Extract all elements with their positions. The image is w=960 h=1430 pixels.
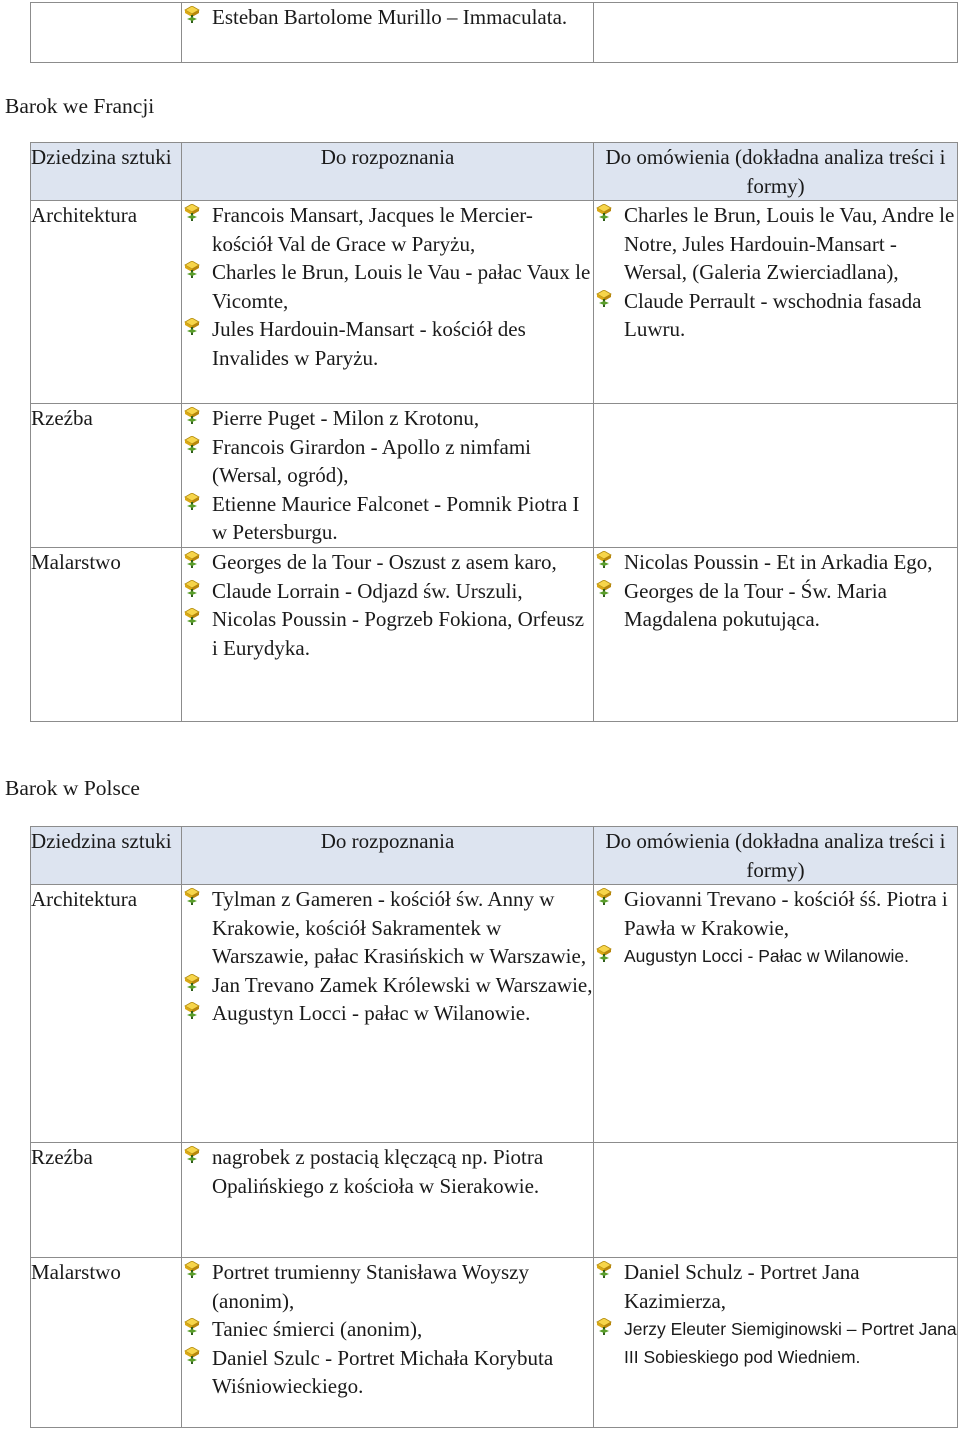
list-item: Etienne Maurice Falconet - Pomnik Piotra I w Petersburgu. xyxy=(182,490,593,547)
poland-table xyxy=(30,826,958,1428)
list-item: Pierre Puget - Milon z Krotonu, xyxy=(182,404,593,433)
field-cell: Rzeźba xyxy=(31,1143,182,1258)
list-item: Nicolas Poussin - Et in Arkadia Ego, xyxy=(594,548,957,577)
list-item: Daniel Schulz - Portret Jana Kazimierza, xyxy=(594,1258,957,1315)
pushpin-bullet-icon xyxy=(596,945,612,962)
list-item: Charles le Brun, Louis le Vau, Andre le Notre, Jules Hardouin-Mansart - Wersal, (Galeria Zwierciadlana), xyxy=(594,201,957,287)
header-row xyxy=(31,827,958,885)
list-item: Jerzy Eleuter Siemiginowski – Portret Jana III Sobieskiego pod Wiedniem. xyxy=(594,1315,957,1371)
discuss-cell xyxy=(594,1258,958,1428)
pushpin-bullet-icon xyxy=(184,974,200,991)
pushpin-bullet-icon xyxy=(596,290,612,307)
column-header-field: Dziedzina sztuki xyxy=(31,143,182,201)
list-item: Jules Hardouin-Mansart - kościół des Invalides w Paryżu. xyxy=(182,315,593,372)
pushpin-bullet-icon xyxy=(596,551,612,568)
recognize-cell xyxy=(182,201,594,404)
pushpin-bullet-icon xyxy=(184,580,200,597)
table-row xyxy=(31,201,958,404)
field-cell: Malarstwo xyxy=(31,1258,182,1428)
list-item: Giovanni Trevano - kościół śś. Piotra i Pawła w Krakowie, xyxy=(594,885,957,942)
list-item: Augustyn Locci - pałac w Wilanowie. xyxy=(182,999,593,1028)
pushpin-bullet-icon xyxy=(184,608,200,625)
discuss-cell xyxy=(594,3,958,63)
recognize-cell xyxy=(182,548,594,722)
pushpin-bullet-icon xyxy=(596,888,612,905)
pushpin-bullet-icon xyxy=(596,1318,612,1335)
pushpin-bullet-icon xyxy=(184,1318,200,1335)
table-row xyxy=(31,3,958,63)
pushpin-bullet-icon xyxy=(184,1146,200,1163)
field-cell: Rzeźba xyxy=(31,404,182,548)
pushpin-bullet-icon xyxy=(596,204,612,221)
list-item: Augustyn Locci - Pałac w Wilanowie. xyxy=(594,942,957,970)
column-header-field: Dziedzina sztuki xyxy=(31,827,182,885)
discuss-cell xyxy=(594,1143,958,1258)
pushpin-bullet-icon xyxy=(596,1261,612,1278)
field-cell: Architektura xyxy=(31,201,182,404)
recognize-cell xyxy=(182,1258,594,1428)
section-title-poland: Barok w Polsce xyxy=(5,776,140,800)
column-header-discuss: Do omówienia (dokładna analiza treści i formy) xyxy=(594,143,958,201)
column-header-discuss: Do omówienia (dokładna analiza treści i formy) xyxy=(594,827,958,885)
pushpin-bullet-icon xyxy=(184,1261,200,1278)
list-item: Francois Mansart, Jacques le Mercier- kościół Val de Grace w Paryżu, xyxy=(182,201,593,258)
pushpin-bullet-icon xyxy=(184,407,200,424)
table-row xyxy=(31,1143,958,1258)
list-item: Georges de la Tour - Oszust z asem karo, xyxy=(182,548,593,577)
list-item: Daniel Szulc - Portret Michała Korybuta Wiśniowieckiego. xyxy=(182,1344,593,1401)
column-header-recognize: Do rozpoznania xyxy=(182,827,594,885)
recognize-cell xyxy=(182,1143,594,1258)
list-item: Claude Lorrain - Odjazd św. Urszuli, xyxy=(182,577,593,606)
pushpin-bullet-icon xyxy=(184,436,200,453)
table-row xyxy=(31,548,958,722)
list-item: Taniec śmierci (anonim), xyxy=(182,1315,593,1344)
field-cell: Architektura xyxy=(31,885,182,1143)
recognize-cell xyxy=(182,3,594,63)
list-item: Esteban Bartolome Murillo – Immaculata. xyxy=(182,3,593,32)
recognize-cell xyxy=(182,404,594,548)
pushpin-bullet-icon xyxy=(184,261,200,278)
field-cell: Malarstwo xyxy=(31,548,182,722)
discuss-cell xyxy=(594,404,958,548)
table-row xyxy=(31,1258,958,1428)
field-cell xyxy=(31,3,182,63)
pushpin-bullet-icon xyxy=(184,888,200,905)
pushpin-bullet-icon xyxy=(184,318,200,335)
pushpin-bullet-icon xyxy=(184,6,200,23)
table-row xyxy=(31,404,958,548)
pushpin-bullet-icon xyxy=(184,493,200,510)
column-header-recognize: Do rozpoznania xyxy=(182,143,594,201)
discuss-cell xyxy=(594,885,958,1143)
pushpin-bullet-icon xyxy=(184,1002,200,1019)
header-row xyxy=(31,143,958,201)
section-title-france: Barok we Francji xyxy=(5,94,155,118)
top-table xyxy=(30,2,958,63)
pushpin-bullet-icon xyxy=(184,551,200,568)
table-row xyxy=(31,885,958,1143)
pushpin-bullet-icon xyxy=(596,580,612,597)
france-table xyxy=(30,142,958,722)
discuss-cell xyxy=(594,201,958,404)
pushpin-bullet-icon xyxy=(184,1347,200,1364)
list-item: Francois Girardon - Apollo z nimfami (Wersal, ogród), xyxy=(182,433,593,490)
list-item: Nicolas Poussin - Pogrzeb Fokiona, Orfeusz i Eurydyka. xyxy=(182,605,593,662)
discuss-cell xyxy=(594,548,958,722)
list-item: Claude Perrault - wschodnia fasada Luwru. xyxy=(594,287,957,344)
list-item: Tylman z Gameren - kościół św. Anny w Krakowie, kościół Sakramentek w Warszawie, pałac Krasińskich w Warszawie, xyxy=(182,885,593,971)
list-item: Georges de la Tour - Św. Maria Magdalena pokutująca. xyxy=(594,577,957,634)
list-item: Jan Trevano Zamek Królewski w Warszawie, xyxy=(182,971,593,1000)
list-item: Portret trumienny Stanisława Woyszy (anonim), xyxy=(182,1258,593,1315)
pushpin-bullet-icon xyxy=(184,204,200,221)
list-item: Charles le Brun, Louis le Vau - pałac Vaux le Vicomte, xyxy=(182,258,593,315)
list-item: nagrobek z postacią klęczącą np. Piotra Opalińskiego z kościoła w Sierakowie. xyxy=(182,1143,593,1200)
recognize-cell xyxy=(182,885,594,1143)
